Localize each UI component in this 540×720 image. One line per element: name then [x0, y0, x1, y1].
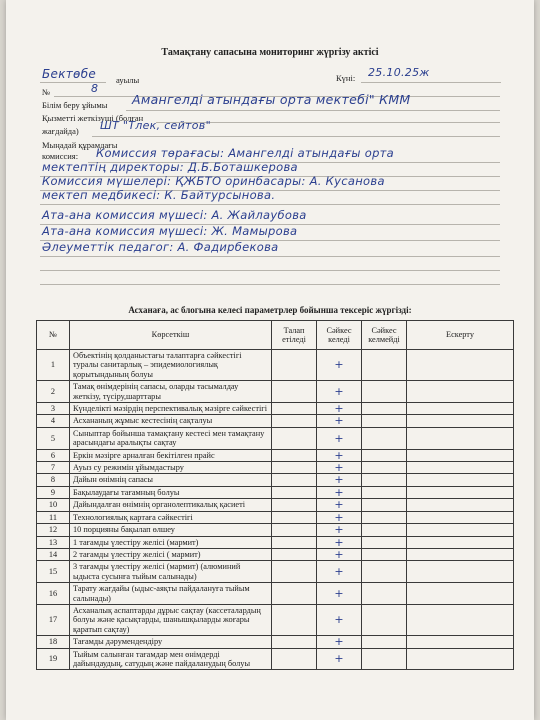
district-value: Бектөбе	[42, 67, 97, 81]
row-number: 14	[37, 548, 70, 560]
row-noncompliant	[362, 511, 407, 523]
row-noncompliant	[362, 561, 407, 583]
row-compliant-mark: +	[317, 381, 362, 403]
blank-underline	[40, 270, 500, 271]
row-indicator: Тыйым салынған тағамдар мен өнімдерді дайындаудың, сатудың және пайдаланудың болуы	[70, 648, 272, 670]
row-noncompliant	[362, 403, 407, 415]
row-note	[407, 536, 514, 548]
row-required	[272, 427, 317, 449]
row-compliant-mark: +	[317, 474, 362, 486]
row-indicator: Күнделікті мәзірдің перспективалық мәзірге сәйкестігі	[70, 403, 272, 415]
row-note	[407, 583, 514, 605]
row-indicator: 3 тағамды үлестіру желісі (мармит) (алюминий ыдыста сусынға тыйым салынады)	[70, 561, 272, 583]
table-row	[37, 403, 514, 415]
row-note	[407, 604, 514, 635]
row-note	[407, 648, 514, 670]
row-indicator: Дайындалған өнімнің органолептикалық қасиеті	[70, 499, 272, 511]
table-row	[37, 548, 514, 560]
row-note	[407, 474, 514, 486]
col-noncompliant: Сәйкес келмейді	[362, 321, 407, 350]
row-number: 15	[37, 561, 70, 583]
row-indicator: Тағамды дәрумендендіру	[70, 636, 272, 648]
row-indicator: 10 порцияны бақылап өлшеу	[70, 524, 272, 536]
row-number: 7	[37, 462, 70, 474]
row-note	[407, 427, 514, 449]
table-row	[37, 536, 514, 548]
document-title: Тамақтану сапасына мониторинг жүргізу актісі	[161, 47, 379, 58]
row-required	[272, 350, 317, 381]
row-compliant-mark: +	[317, 561, 362, 583]
row-noncompliant	[362, 415, 407, 427]
row-noncompliant	[362, 536, 407, 548]
row-indicator: Сыныптар бойынша тамақтану кестесі мен тамақтану арасындағы аралықты сақтау	[70, 427, 272, 449]
commission-line: Комиссия мүшелері: ҚЖБТО оринбасары: А. Кусанова	[42, 174, 385, 188]
commission-line: Комиссия төрағасы: Амангелді атындағы орта	[96, 146, 395, 160]
row-number: 19	[37, 648, 70, 670]
row-note	[407, 462, 514, 474]
row-note	[407, 403, 514, 415]
row-number: 2	[37, 381, 70, 403]
row-indicator: Дайын өнімнің сапасы	[70, 474, 272, 486]
section-title: Асханаға, ас блогына келесі параметрлер бойынша тексеріс жүргізді:	[128, 305, 412, 315]
table-row	[37, 648, 514, 670]
row-number: 18	[37, 636, 70, 648]
row-indicator: Асханалық аспаптарды дұрыс сақтау (кассеталардың болуы және қасықтарды, шанышқыларды жоғары қаратып сақтау)	[70, 604, 272, 635]
org-label: Білім беру ұйымы	[42, 100, 108, 110]
row-number: 8	[37, 474, 70, 486]
row-indicator: Объектінің қолданыстағы талаптарға сәйкестігі туралы санитарлық – эпидемиологиялық қорытындының болуы	[70, 350, 272, 381]
row-number: 10	[37, 499, 70, 511]
row-noncompliant	[362, 350, 407, 381]
row-noncompliant	[362, 636, 407, 648]
table-row	[37, 474, 514, 486]
district-label: ауылы	[116, 75, 140, 85]
row-number: 3	[37, 403, 70, 415]
table-row	[37, 462, 514, 474]
row-note	[407, 381, 514, 403]
number-label: №	[42, 87, 51, 97]
table-row	[37, 524, 514, 536]
row-required	[272, 536, 317, 548]
row-required	[272, 561, 317, 583]
row-compliant-mark: +	[317, 449, 362, 461]
table-row	[37, 499, 514, 511]
row-indicator: Тарату жағдайы (ыдыс-аяқты пайдалануға тыйым салынады)	[70, 583, 272, 605]
row-note	[407, 350, 514, 381]
commission-line: мектеп медбикесі: К. Байтурсынова.	[42, 188, 276, 202]
col-compliant: Сәйкес келеді	[317, 321, 362, 350]
date-label: Күні:	[336, 73, 356, 83]
row-compliant-mark: +	[317, 511, 362, 523]
commission-label-2: комиссия:	[42, 151, 79, 161]
table-row	[37, 511, 514, 523]
row-compliant-mark: +	[317, 415, 362, 427]
row-required	[272, 381, 317, 403]
row-required	[272, 462, 317, 474]
supplier-value: ШТ "Тлек, сейтов"	[100, 119, 211, 132]
row-noncompliant	[362, 499, 407, 511]
table-row	[37, 561, 514, 583]
row-indicator: Тамақ өнімдерінің сапасы, оларды тасымалдау жеткізу, түсіру,шарттары	[70, 381, 272, 403]
commission-label-1: Мыңадай құрамдағы	[42, 140, 118, 150]
org-value: Амангелді атындағы орта мектебі" КММ	[132, 92, 411, 107]
row-required	[272, 415, 317, 427]
row-number: 5	[37, 427, 70, 449]
col-note: Ескерту	[407, 321, 514, 350]
row-indicator: 1 тағамды үлестіру желісі (мармит)	[70, 536, 272, 548]
row-noncompliant	[362, 648, 407, 670]
commission-line: Ата-ана комиссия мүшесі: Ж. Мамырова	[42, 224, 298, 238]
row-compliant-mark: +	[317, 648, 362, 670]
supplier-underline-2	[92, 136, 500, 137]
document-sheet	[6, 0, 534, 720]
row-required	[272, 403, 317, 415]
row-note	[407, 486, 514, 498]
row-noncompliant	[362, 449, 407, 461]
row-compliant-mark: +	[317, 604, 362, 635]
org-underline	[126, 110, 500, 111]
row-required	[272, 474, 317, 486]
supplier-label-2: жағдайда)	[42, 126, 79, 136]
row-noncompliant	[362, 524, 407, 536]
row-noncompliant	[362, 604, 407, 635]
table-row	[37, 486, 514, 498]
col-number: №	[37, 321, 70, 350]
row-compliant-mark: +	[317, 499, 362, 511]
row-noncompliant	[362, 486, 407, 498]
row-number: 12	[37, 524, 70, 536]
row-note	[407, 511, 514, 523]
table-row	[37, 604, 514, 635]
row-note	[407, 449, 514, 461]
supplier-label-1: Қызметті жеткізуші (болған	[42, 113, 144, 123]
commission-underline	[40, 204, 500, 205]
row-note	[407, 561, 514, 583]
row-required	[272, 648, 317, 670]
row-compliant-mark: +	[317, 583, 362, 605]
row-compliant-mark: +	[317, 548, 362, 560]
number-value: 8	[91, 82, 99, 95]
row-required	[272, 449, 317, 461]
table-row	[37, 583, 514, 605]
commission-underline	[40, 256, 500, 257]
row-noncompliant	[362, 427, 407, 449]
row-required	[272, 604, 317, 635]
row-compliant-mark: +	[317, 427, 362, 449]
row-required	[272, 524, 317, 536]
row-number: 13	[37, 536, 70, 548]
row-indicator: Еркін мәзірге арналған бекітілген прайс	[70, 449, 272, 461]
row-noncompliant	[362, 474, 407, 486]
row-number: 6	[37, 449, 70, 461]
row-note	[407, 636, 514, 648]
row-note	[407, 415, 514, 427]
commission-line: Әлеуметтік педагог: А. Фадирбекова	[42, 240, 279, 254]
row-compliant-mark: +	[317, 462, 362, 474]
row-number: 11	[37, 511, 70, 523]
row-number: 17	[37, 604, 70, 635]
table-row	[37, 350, 514, 381]
row-note	[407, 548, 514, 560]
table-row	[37, 636, 514, 648]
row-required	[272, 511, 317, 523]
table-row	[37, 415, 514, 427]
row-required	[272, 499, 317, 511]
row-indicator: Бақылаудағы тағамның болуы	[70, 486, 272, 498]
row-indicator: 2 тағамды үлестіру желісі ( мармит)	[70, 548, 272, 560]
col-indicator: Көрсеткіш	[70, 321, 272, 350]
row-indicator: Ауыз су режимін ұйымдастыру	[70, 462, 272, 474]
row-compliant-mark: +	[317, 350, 362, 381]
commission-line: мектептің директоры: Д.Б.Боташкерова	[42, 160, 298, 174]
row-noncompliant	[362, 462, 407, 474]
row-note	[407, 524, 514, 536]
row-number: 4	[37, 415, 70, 427]
row-required	[272, 548, 317, 560]
row-compliant-mark: +	[317, 486, 362, 498]
row-number: 16	[37, 583, 70, 605]
date-value: 25.10.25ж	[368, 66, 430, 79]
row-noncompliant	[362, 381, 407, 403]
row-required	[272, 486, 317, 498]
inspection-table	[36, 320, 514, 670]
blank-underline	[40, 284, 500, 285]
row-compliant-mark: +	[317, 536, 362, 548]
row-number: 9	[37, 486, 70, 498]
row-indicator: Асхананың жұмыс кестесінің сақталуы	[70, 415, 272, 427]
row-noncompliant	[362, 583, 407, 605]
row-indicator: Технологиялық картаға сәйкестігі	[70, 511, 272, 523]
row-compliant-mark: +	[317, 403, 362, 415]
row-noncompliant	[362, 548, 407, 560]
table-header-row	[37, 321, 514, 350]
row-required	[272, 636, 317, 648]
row-note	[407, 499, 514, 511]
date-underline	[361, 82, 501, 83]
table-row	[37, 381, 514, 403]
row-number: 1	[37, 350, 70, 381]
col-required: Талап етіледі	[272, 321, 317, 350]
row-compliant-mark: +	[317, 524, 362, 536]
row-compliant-mark: +	[317, 636, 362, 648]
table-row	[37, 449, 514, 461]
commission-line: Ата-ана комиссия мүшесі: А. Жайлаубова	[42, 208, 307, 222]
row-required	[272, 583, 317, 605]
table-row	[37, 427, 514, 449]
